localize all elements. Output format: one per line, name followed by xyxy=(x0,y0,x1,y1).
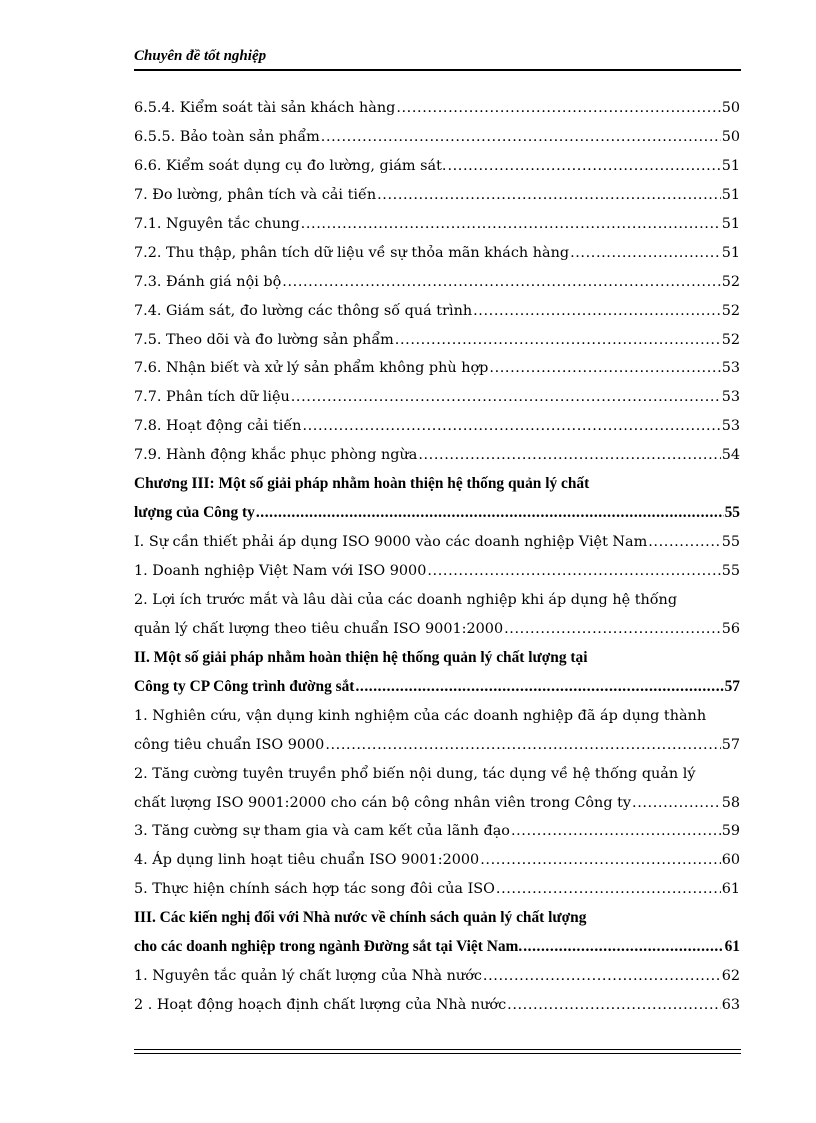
toc-page-number: 54 xyxy=(721,447,740,464)
toc-entry-text: chất lượng ISO 9001:2000 cho cán bộ công nhân viên trong Công ty xyxy=(134,794,632,811)
toc-page-number: 53 xyxy=(721,418,740,435)
toc-page-number: 55 xyxy=(721,563,740,579)
toc-dot-leader xyxy=(523,933,723,962)
toc-entry xyxy=(134,817,740,846)
toc-page-number: 61 xyxy=(721,881,740,898)
toc-entry-text: quản lý chất lượng theo tiêu chuẩn ISO 9001:2000 xyxy=(134,620,504,637)
toc-entry-text: II. Một số giải pháp nhằm hoàn thiện hệ thống quản lý chất lượng tại xyxy=(134,648,588,666)
toc-dot-leader xyxy=(632,789,721,818)
toc-entry-text: 7.8. Hoạt động cải tiến xyxy=(134,418,302,435)
toc-entry xyxy=(134,991,740,1020)
toc-page-number: 55 xyxy=(721,534,740,551)
toc-entry xyxy=(134,789,740,818)
toc-dot-leader xyxy=(483,962,721,991)
toc-entry-text: 5. Thực hiện chính sách hợp tác song đôi của ISO xyxy=(134,881,495,898)
toc-entry-text: 4. Áp dụng linh hoạt tiêu chuẩn ISO 9001:2000 xyxy=(134,852,480,869)
toc-entry xyxy=(134,123,740,152)
toc-entry xyxy=(134,846,740,875)
toc-entry-text: 6.5.5. Bảo toàn sản phẩm xyxy=(134,128,320,145)
toc-entry xyxy=(134,962,740,991)
toc-entry xyxy=(134,760,740,789)
page-header-title: Chuyên đề tốt nghiệp xyxy=(134,48,267,64)
toc-entry xyxy=(134,152,740,181)
toc-dot-leader xyxy=(496,875,721,904)
toc-entry-text: Công ty CP Công trình đường sắt xyxy=(134,677,355,695)
toc-dot-leader xyxy=(282,268,720,297)
toc-entry-text: III. Các kiến nghị đối với Nhà nước về chính sách quản lý chất lượng xyxy=(134,909,587,927)
toc-dot-leader xyxy=(511,817,721,846)
toc-entry-text: 6.6. Kiểm soát dụng cụ đo lường, giám sát. xyxy=(134,157,447,174)
toc-entry xyxy=(134,354,740,383)
toc-entry-text: 6.5.4. Kiểm soát tài sản khách hàng xyxy=(134,100,396,116)
toc-entry-text: 7.3. Đánh giá nội bộ xyxy=(134,273,282,290)
toc-dot-leader xyxy=(301,210,721,239)
toc-dot-leader xyxy=(507,991,721,1020)
toc-entry xyxy=(134,412,740,441)
toc-page-number: 53 xyxy=(721,389,740,406)
toc-dot-leader xyxy=(291,383,721,412)
toc-page-number: 57 xyxy=(724,677,740,695)
toc-dot-leader xyxy=(570,239,721,268)
toc-page-number: 61 xyxy=(724,938,740,956)
toc-entry-text: công tiêu chuẩn ISO 9000 xyxy=(134,736,325,753)
toc-entry-text: 7.4. Giám sát, đo lường các thông số quá trình xyxy=(134,302,473,319)
footer-divider-secondary xyxy=(134,1053,741,1054)
toc-entry xyxy=(134,933,740,962)
toc-dot-leader xyxy=(447,152,720,181)
toc-entry xyxy=(134,383,740,412)
toc-page-number: 52 xyxy=(721,273,740,290)
toc-entry-text: 1. Nguyên tắc quản lý chất lượng của Nhà nước xyxy=(134,968,482,985)
toc-entry xyxy=(134,731,740,760)
toc-dot-leader xyxy=(504,615,721,644)
toc-page-number: 59 xyxy=(721,823,740,840)
toc-entry xyxy=(134,702,740,731)
toc-entry xyxy=(134,528,740,557)
toc-entry-text: 1. Doanh nghiệp Việt Nam với ISO 9000 xyxy=(134,563,427,579)
toc-entry xyxy=(134,586,740,615)
toc-dot-leader xyxy=(256,499,724,528)
toc-entry-text: 2 . Hoạt động hoạch định chất lượng của Nhà nước xyxy=(134,997,507,1014)
toc-page-number: 51 xyxy=(721,244,740,261)
toc-entry-text: Chương III: Một số giải pháp nhằm hoàn thiện hệ thống quản lý chất xyxy=(134,475,590,493)
toc-entry-text: 2. Lợi ích trước mắt và lâu dài của các doanh nghiệp khi áp dụng hệ thống xyxy=(134,591,678,608)
toc-entry xyxy=(134,326,740,355)
toc-dot-leader xyxy=(473,297,721,326)
toc-entry-text: I. Sự cần thiết phải áp dụng ISO 9000 vào các doanh nghiệp Việt Nam xyxy=(134,534,648,551)
footer-divider xyxy=(134,1049,741,1050)
toc-dot-leader xyxy=(395,326,721,355)
toc-entry xyxy=(134,441,740,470)
toc-page-number: 57 xyxy=(721,736,740,753)
toc-entry xyxy=(134,499,740,528)
toc-entry xyxy=(134,904,740,933)
toc-entry xyxy=(134,644,740,673)
toc-page-number: 55 xyxy=(724,504,740,522)
toc-dot-leader xyxy=(427,557,720,586)
toc-dot-leader xyxy=(302,412,720,441)
header-divider xyxy=(134,69,741,71)
toc-entry xyxy=(134,239,740,268)
toc-page-number: 51 xyxy=(721,215,740,232)
toc-page-number: 51 xyxy=(721,186,740,203)
toc-entry xyxy=(134,94,740,123)
toc-dot-leader xyxy=(355,673,723,702)
toc-page-number: 53 xyxy=(721,360,740,377)
toc-entry-text: 7.2. Thu thập, phân tích dữ liệu về sự thỏa mãn khách hàng xyxy=(134,244,570,261)
toc-page-number: 58 xyxy=(721,794,740,811)
toc-entry xyxy=(134,297,740,326)
table-of-contents xyxy=(134,94,740,1020)
toc-entry-text: lượng của Công ty xyxy=(134,504,255,522)
toc-entry xyxy=(134,470,740,499)
toc-page-number: 52 xyxy=(721,302,740,319)
toc-entry-text: 7.6. Nhận biết và xử lý sản phẩm không phù hợp xyxy=(134,360,489,377)
toc-dot-leader xyxy=(418,441,720,470)
toc-dot-leader xyxy=(377,181,721,210)
toc-entry-text: 7.9. Hành động khắc phục phòng ngừa xyxy=(134,447,418,464)
toc-page-number: 50 xyxy=(721,100,740,116)
toc-entry xyxy=(134,268,740,297)
toc-dot-leader xyxy=(396,94,720,123)
toc-entry xyxy=(134,615,740,644)
toc-entry xyxy=(134,210,740,239)
toc-page-number: 51 xyxy=(721,157,740,174)
toc-entry-text: 7.1. Nguyên tắc chung xyxy=(134,215,300,232)
toc-page-number: 56 xyxy=(721,620,740,637)
toc-entry xyxy=(134,673,740,702)
toc-entry-text: 2. Tăng cường tuyên truyền phổ biến nội dung, tác dụng về hệ thống quản lý xyxy=(134,765,696,782)
toc-entry-text: 1. Nghiên cứu, vận dụng kinh nghiệm của các doanh nghiệp đã áp dụng thành xyxy=(134,707,707,724)
toc-entry-text: cho các doanh nghiệp trong ngành Đường sắt tại Việt Nam. xyxy=(134,938,523,956)
toc-entry-text: 7.5. Theo dõi và đo lường sản phẩm xyxy=(134,331,394,348)
toc-page-number: 62 xyxy=(721,968,740,985)
toc-page-number: 52 xyxy=(721,331,740,348)
toc-dot-leader xyxy=(648,528,720,557)
toc-entry-text: 7.7. Phân tích dữ liệu xyxy=(134,389,290,406)
toc-entry-text: 7. Đo lường, phân tích và cải tiến xyxy=(134,186,377,203)
toc-entry-text: 3. Tăng cường sự tham gia và cam kết của lãnh đạo xyxy=(134,823,510,840)
toc-dot-leader xyxy=(489,354,720,383)
toc-page-number: 60 xyxy=(721,852,740,869)
toc-dot-leader xyxy=(480,846,720,875)
toc-dot-leader xyxy=(325,731,720,760)
toc-entry xyxy=(134,557,740,586)
toc-dot-leader xyxy=(321,123,721,152)
toc-page-number: 63 xyxy=(721,997,740,1014)
toc-page-number: 50 xyxy=(721,128,740,145)
toc-entry xyxy=(134,181,740,210)
toc-entry xyxy=(134,875,740,904)
